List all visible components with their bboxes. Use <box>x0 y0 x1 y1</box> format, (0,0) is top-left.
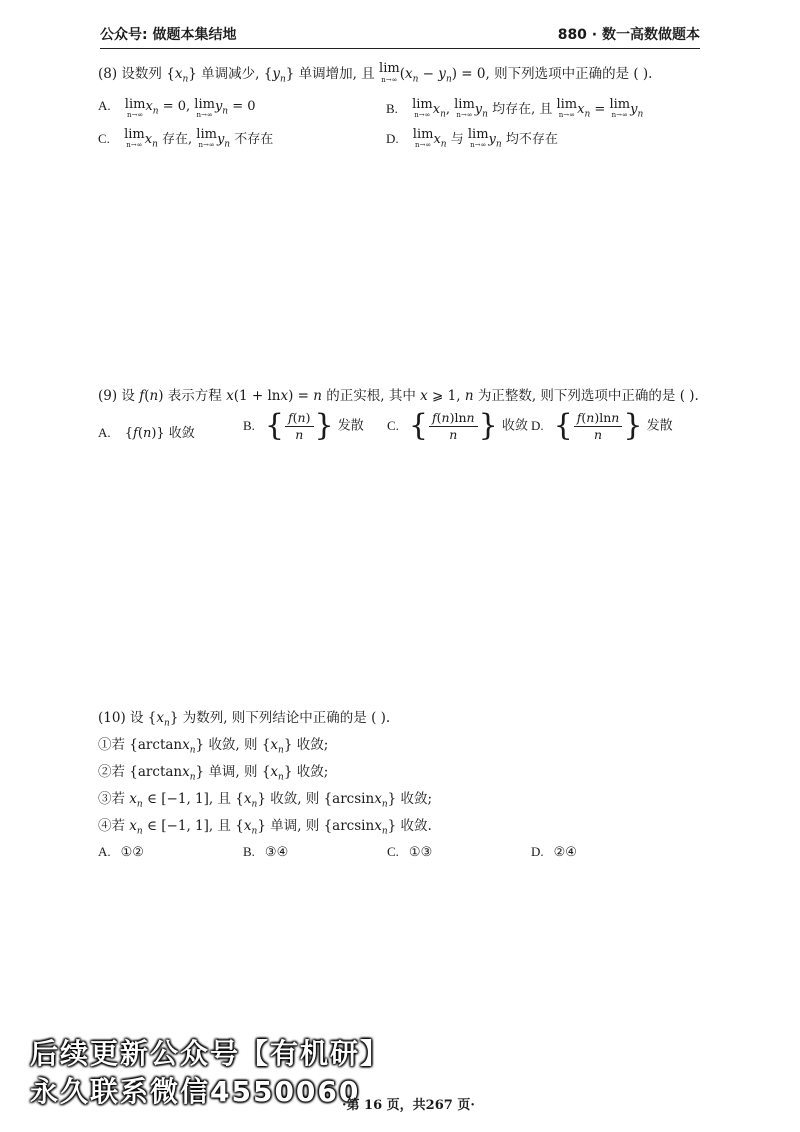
q8-option-a[interactable]: A. lim n→∞ $x_n = 0$, lim n→∞ $y_n = 0$ <box>98 97 256 119</box>
page-footer: ·第 16 页，共267 页· <box>342 1098 475 1113</box>
q10-option-d[interactable]: D. ②④ <box>531 844 577 860</box>
q10-statement-4: ④若 $x_n$ ∈ [−1, 1], 且 $\{x_n\}$ 单调, 则 {arcsinx$_n$} 收敛. <box>98 818 432 837</box>
header-left: 公众号: 做题本集结地 <box>100 27 237 43</box>
q8-option-c[interactable]: C. lim n→∞ $x_n$ 存在, lim n→∞ $y_n$ 不存在 <box>98 127 274 150</box>
q9-option-d[interactable]: D. { $\frac{f(n)\ln n}{n}$ } 发散 <box>531 408 673 444</box>
q10-statement-1: ①若 {arctanx$_n$} 收敛, 则 $\{x_n\}$ 收敛; <box>98 737 329 756</box>
question-9-stem: (9) 设 f(n) 表示方程 x(1 + lnx) = n 的正实根, 其中 x ⩾ 1, n 为正整数, 则下列选项中正确的是 ( ). <box>98 388 699 404</box>
q8-option-b[interactable]: B. lim n→∞ $x_n$, lim n→∞ $y_n$ 均存在, 且 lim n→∞ $x_n = \lim$ n→∞ $y_n$ <box>386 97 644 120</box>
question-number: (8) <box>98 66 118 82</box>
header-right: 880 · 数一高数做题本 <box>557 27 700 43</box>
q9-option-c[interactable]: C. { $\frac{f(n)\ln n}{n}$ } 收敛 <box>387 408 528 444</box>
q9-option-b[interactable]: B. { $\frac{f(n)}{n}$ } 发散 <box>243 408 364 444</box>
watermark-line-2: 永久联系微信4550060 <box>30 1075 361 1108</box>
watermark-line-1: 后续更新公众号【有机研】 <box>30 1037 391 1070</box>
question-10-stem: (10) 设 $\{x_n\}$ 为数列, 则下列结论中正确的是 ( ). <box>98 710 391 729</box>
q10-statement-3: ③若 $x_n$ ∈ [−1, 1], 且 $\{x_n\}$ 收敛, 则 {arcsinx$_n$} 收敛; <box>98 791 433 810</box>
q10-option-c[interactable]: C. ①③ <box>387 844 433 860</box>
q10-statement-2: ②若 {arctanx$_n$} 单调, 则 $\{x_n\}$ 收敛; <box>98 764 329 783</box>
watermark <box>30 1035 390 1111</box>
q10-option-b[interactable]: B. ③④ <box>243 844 289 860</box>
q9-option-a[interactable]: A. {f(n)} 收敛 <box>98 425 195 441</box>
question-number: (10) <box>98 710 126 726</box>
question-8-stem: (8) 设数列 $\{x_n\}$ 单调减少, $\{y_n\}$ 单调增加, 且 lim n→∞ $(x_n - y_n) = 0$, 则下列选项中正确的是 ( ). <box>98 61 653 85</box>
page-header <box>100 18 700 49</box>
q8-option-d[interactable]: D. lim n→∞ $x_n$ 与 lim n→∞ $y_n$ 均不存在 <box>386 127 558 150</box>
q10-option-a[interactable]: A. ①② <box>98 844 144 860</box>
question-number: (9) <box>98 388 118 404</box>
